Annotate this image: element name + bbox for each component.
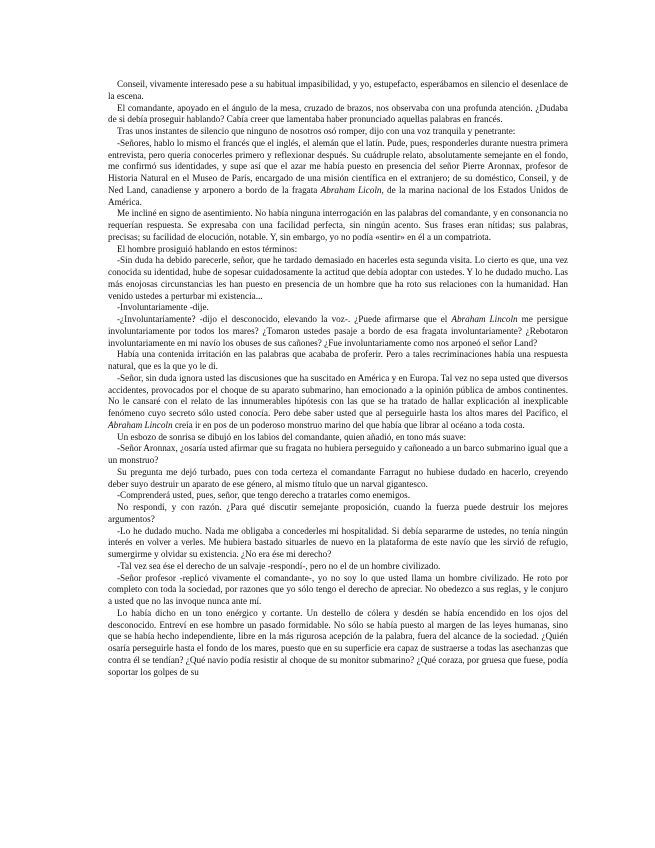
paragraph: -Señor, sin duda ignora usted las discusiones que ha suscitado en América y en Europa. Tal vez no sepa usted que diversos accidentes, provocados por el choque de su aparato submarino, han emocionado a la opinión pública de ambos continentes. No le cansaré con el relato de las innumerables hipótesis con las que se ha tratado de hallar explicación al inexplicable fenómeno cuyo secreto sólo usted conocía. Pero debe saber usted que al perseguirle hasta los altos mares del Pacífico, el Abraham Lincoln creía ir en pos de un poderoso monstruo marino del que había que librar al océano a toda costa.	[108, 372, 568, 430]
paragraph: -Comprenderá usted, pues, señor, que tengo derecho a tratarles como enemigos.	[117, 490, 411, 501]
ship-name-italic: Abraham Licoln	[320, 184, 382, 195]
paragraph: Me incliné en signo de asentimiento. No había ninguna interrogación en las palabras del comandante, y en consonancia no requerían respuesta. Se expresaba con una facilidad perfecta, sin ningún acento. Sus frases eran nítidas; sus palabras, precisas; su facilidad de elocución, notable. Y, sin embargo, yo no podía «sentir» en él a un compatriota.	[108, 208, 568, 242]
paragraph: Tras unos instantes de silencio que ninguno de nosotros osó romper, dijo con una voz tranquila y penetrante:	[117, 126, 516, 136]
paragraph: Su pregunta me dejó turbado, pues con toda certeza el comandante Farragut no hubiese dudado en hacerlo, creyendo deber suyo destruir un aparato de ese género, al mismo título que un narval gigantesco.	[108, 466, 568, 489]
paragraph: -Involuntariamente -dije.	[117, 302, 209, 313]
paragraph: El hombre prosiguió hablando en estos términos:	[117, 243, 298, 254]
body-text	[108, 79, 568, 678]
ship-name-italic: Abraham Lincoln	[108, 419, 173, 430]
paragraph: No respondí, y con razón. ¿Para qué discutir semejante proposición, cuando la fuerza puede destruir los mejores argumentos?	[108, 502, 568, 524]
ship-name-italic: Abraham Lincoln	[451, 314, 518, 324]
paragraph: -Sin duda ha debido parecerle, señor, que he tardado demasiado en hacerles esta segunda visita. Lo cierto es que, una vez conocida su identidad, hube de sopesar cuidadosamente la actitud que debía adoptar con ustedes. Y lo he dudado mucho. Las más enojosas circunstancias les han puesto en presencia de un hombre que ha roto sus relaciones con la humanidad. Han venido ustedes a perturbar mi existencia...	[108, 255, 568, 301]
paragraph: Un esbozo de sonrisa se dibujó en los labios del comandante, quien añadió, en tono más suave:	[117, 431, 467, 442]
paragraph: -¿Involuntariamente? -dijo el desconocido, elevando la voz-. ¿Puede afirmarse que el Abraham Lincoln me persigue involuntariamente por todos los mares? ¿Tomaron ustedes pasaje a bordo de esa fragata involuntariamente? ¿Rebotaron involuntariamente en mi navío los obuses de sus cañones? ¿Fue involuntariamente como nos arponeó el señor Land?	[108, 314, 568, 348]
paragraph: -Señor profesor -replicó vivamente el comandante-, yo no soy lo que usted llama un hombre civilizado. He roto por completo con toda la sociedad, por razones que yo sólo tengo el derecho de apreciar. No obedezco a sus reglas, y le conjuro a usted que no las invoque nunca ante mí.	[108, 572, 568, 606]
paragraph: El comandante, apoyado en el ángulo de la mesa, cruzado de brazos, nos observaba con una profunda atención. ¿Dudaba de si debía proseguir hablando? Cabía creer que lamentaba haber pronunciado aquellas palabras en francés.	[108, 102, 568, 125]
paragraph: -Señores, hablo lo mismo el francés que el inglés, el alemán que el latín. Pude, pues, responderles durante nuestra primera entrevista, pero quería conocerles primero y reflexionar después. Su cuádruple relato, absolutamente semejante en el fondo, me confirmó sus identidades, y supe así que el azar me había puesto en presencia del señor Pierre Aronnax, profesor de Historia Natural en el Museo de París, encargado de una misión científica en el extranjero; de su doméstico, Conseil, y de Ned Land, canadiense y arponero a bordo de la fragata Abraham Licoln, de la marina nacional de los Estados Unidos de América.	[108, 137, 568, 207]
paragraph: -Señor Aronnax, ¿osaría usted afirmar que su fragata no hubiera perseguido y cañoneado a un barco submarino igual que a un monstruo?	[108, 443, 568, 465]
paragraph: -Lo he dudado mucho. Nada me obligaba a concederles mi hospitalidad. Si debía separarme de ustedes, no tenía ningún interés en volver a verles. Me hubiera bastado situarles de nuevo en la plataforma de este navío que les sirvió de refugio, sumergirme y olvidar su existencia. ¿No era ése mi derecho?	[108, 525, 568, 559]
paragraph: -Tal vez sea ése el derecho de un salvaje -respondí-, pero no el de un hombre civilizado.	[117, 560, 441, 571]
paragraph: Conseil, vivamente interesado pese a su habitual impasibilidad, y yo, estupefacto, esperábamos en silencio el desenlace de la escena.	[108, 79, 568, 101]
paragraph: Lo había dicho en un tono enérgico y cortante. Un destello de cólera y desdén se había encendido en los ojos del desconocido. Entreví en ese hombre un pasado formidable. No sólo se había puesto al margen de las leyes humanas, sino que se había hecho independiente, libre en la más rigurosa acepción de la palabra, fuera del alcance de la sociedad. ¿Quién osaría perseguirle hasta el fondo de los mares, puesto que en su superficie era capaz de sustraerse a todas las asechanzas que contra él se tendían? ¿Qué navío podía resistir al choque de su monitor submarino? ¿Qué coraza, por gruesa que fuese, podía soportar los golpes de su	[108, 607, 568, 677]
paragraph: Había una contenida irritación en las palabras que acababa de proferir. Pero a tales recriminaciones había una respuesta natural, que es la que yo le di.	[108, 349, 568, 371]
